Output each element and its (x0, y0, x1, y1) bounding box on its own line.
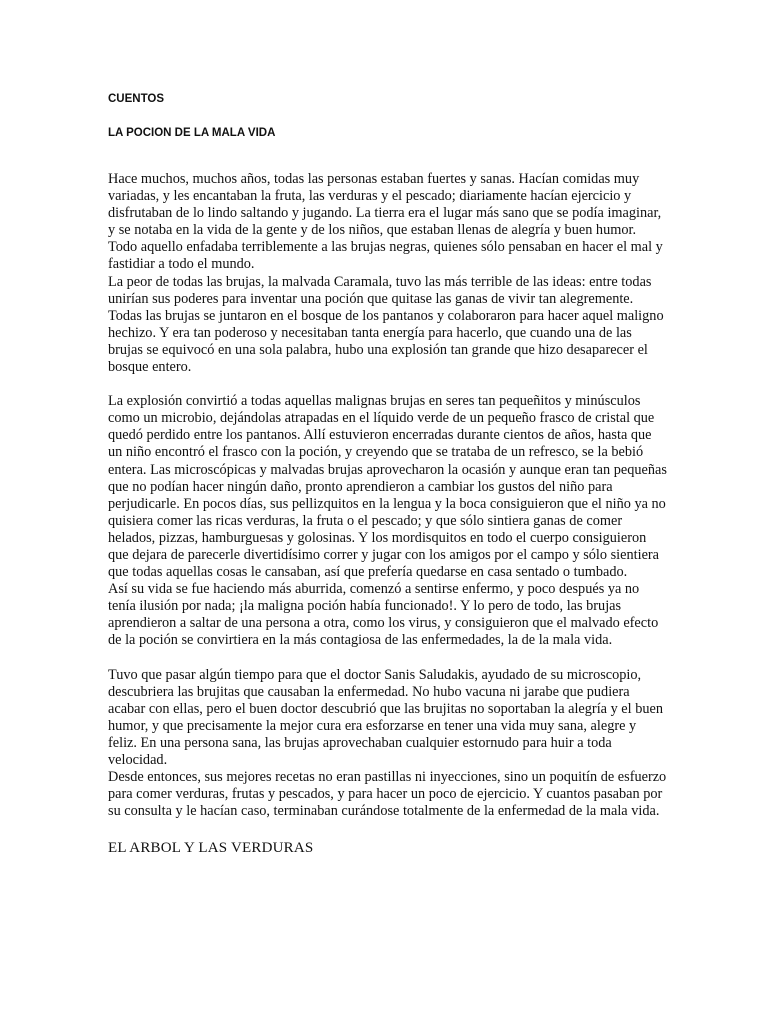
document-page (108, 92, 668, 857)
paragraph-1: Hace muchos, muchos años, todas las personas estaban fuertes y sanas. Hacían comidas muy variadas, y les encantaban la fruta, las verduras y el pescado; diariamente hacían ejercicio y disfrutaban de lo lindo saltando y jugando. La tierra era el lugar más sano que se podía imaginar, y se notaba en la vida de la gente y de los niños, que estaban llenas de alegría y buen humor. Todo aquello enfadaba terriblemente a las brujas negras, quienes sólo pensaban en hacer el mal y fastidiar a todo el mundo. (108, 171, 663, 273)
paragraph-4: Así su vida se fue haciendo más aburrida, comenzó a sentirse enfermo, y poco después ya no tenía ilusión por nada; ¡la maligna poción había funcionado!. Y lo pero de todo, las brujas aprendieron a saltar de una persona a otra, como los virus, y consiguieron que el malvado efecto de la poción se convirtiera en la más contagiosa de las enfermedades, la de la mala vida. (108, 581, 659, 649)
paragraph-5: Tuvo que pasar algún tiempo para que el doctor Sanis Saludakis, ayudado de su microscopio, descubriera las brujitas que causaban la enfermedad. No hubo vacuna ni jarabe que pudiera acabar con ellas, pero el buen doctor descubrió que las brujitas no soportaban la alegría y el buen humor, y que precisamente la mejor cura era esforzarse en tener una vida muy sana, alegre y feliz. En una persona sana, las brujas aprovechaban cualquier estornudo para huir a toda velocidad. (108, 666, 663, 768)
paragraph-6: Desde entonces, sus mejores recetas no eran pastillas ni inyecciones, sino un poquitín de esfuerzo para comer verduras, frutas y pescados, y para hacer un poco de ejercicio. Y cuantos pasaban por su consulta y le hacían caso, terminaban curándose totalmente de la enfermedad de la mala vida. (108, 769, 667, 820)
story-title: LA POCION DE LA MALA VIDA (108, 127, 276, 139)
next-story-title: EL ARBOL Y LAS VERDURAS (108, 840, 314, 857)
section-label: CUENTOS (108, 93, 165, 105)
paragraph-3: La explosión convirtió a todas aquellas malignas brujas en seres tan pequeñitos y minúsculos como un microbio, dejándolas atrapadas en el líquido verde de un pequeño frasco de cristal que quedó perdido entre los pantanos. Allí estuvieron encerradas durante cientos de años, hasta que un niño encontró el frasco con la poción, y creyendo que se trataba de un refresco, se la bebió entera. Las microscópicas y malvadas brujas aprovecharon la ocasión y aunque eran tan pequeñas que no podían hacer ningún daño, pronto aprendieron a cambiar los gustos del niño para perjudicarle. En pocos días, sus pellizquitos en la lengua y la boca consiguieron que el niño ya no quisiera comer las ricas verduras, la fruta o el pescado; y que sólo sintiera ganas de comer helados, pizzas, hamburguesas y golosinas. Y los mordisquitos en todo el cuerpo consiguieron que dejara de parecerle divertidísimo correr y jugar con los amigos por el campo y sólo sientiera que todas aquellas cosas le cansaban, así que prefería quedarse en casa sentado o tumbado. (108, 393, 667, 581)
paragraph-2: La peor de todas las brujas, la malvada Caramala, tuvo las más terrible de las ideas: entre todas unirían sus poderes para inventar una poción que quitase las ganas de vivir tan alegremente. Todas las brujas se juntaron en el bosque de los pantanos y colaboraron para hacer aquel maligno hechizo. Y era tan poderoso y necesitaban tanta energía para hacerlo, que cuando una de las brujas se equivocó en una sola palabra, hubo una explosión tan grande que hizo desaparecer el bosque entero. (108, 273, 664, 376)
